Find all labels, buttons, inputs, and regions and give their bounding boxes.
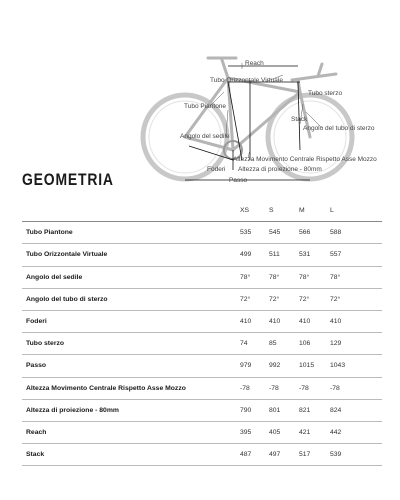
table-row: [22, 266, 382, 288]
table-row: [22, 444, 382, 466]
cell-value: 790: [240, 406, 252, 414]
page-title: GEOMETRIA: [22, 170, 114, 189]
cell-value: 1015: [299, 362, 315, 370]
cell-value: 72°: [330, 295, 341, 303]
cell-value: 78°: [269, 273, 280, 281]
cell-value: -78: [299, 384, 309, 392]
cell-value: 539: [330, 451, 342, 459]
cell-value: 979: [240, 362, 252, 370]
row-name: Altezza Movimento Centrale Rispetto Asse Mozzo: [26, 384, 186, 392]
table-header-row: [22, 200, 382, 222]
cell-value: 85: [269, 340, 277, 348]
cell-value: 410: [269, 318, 281, 326]
row-name: Altezza di proiezione - 80mm: [26, 406, 119, 414]
cell-value: 499: [240, 251, 252, 259]
size-header: S: [269, 207, 274, 215]
cell-value: 410: [299, 318, 311, 326]
cell-value: 517: [299, 451, 311, 459]
size-header: XS: [240, 207, 250, 215]
row-name: Stack: [26, 451, 45, 459]
cell-value: 442: [330, 428, 342, 436]
label-seat-tube: Tubo Piantone: [184, 103, 227, 110]
size-header: M: [299, 207, 305, 215]
cell-value: 405: [269, 428, 281, 436]
cell-value: 129: [330, 340, 342, 348]
cell-value: -78: [330, 384, 340, 392]
label-chainstay: Foderi: [207, 166, 226, 173]
cell-value: 74: [240, 340, 248, 348]
cell-value: 72°: [299, 295, 310, 303]
label-head-tube: Tubo sterzo: [308, 90, 343, 97]
table-row: [22, 244, 382, 266]
table-row: [22, 421, 382, 443]
row-name: Tubo sterzo: [26, 340, 65, 348]
table-header-blank: [22, 200, 240, 222]
label-projection-height: Altezza di proiezione - 80mm: [238, 166, 322, 173]
cell-value: 531: [299, 251, 311, 259]
label-head-angle: Angolo del tubo di sterzo: [303, 125, 375, 132]
label-wheelbase: Passo: [229, 177, 248, 184]
row-name: Passo: [26, 362, 47, 370]
cell-value: 824: [330, 406, 342, 414]
cell-value: 395: [240, 428, 252, 436]
cell-value: 72°: [240, 295, 251, 303]
table-row: [22, 222, 382, 244]
table-row: [22, 288, 382, 310]
row-name: Tubo Orizzontale Virtuale: [26, 251, 108, 259]
cell-value: 78°: [240, 273, 251, 281]
cell-value: 992: [269, 362, 281, 370]
row-name: Reach: [26, 428, 47, 436]
label-top-tube-virtual: Tubo Orizzontale Virtuale: [210, 77, 283, 84]
cell-value: 1043: [330, 362, 346, 370]
cell-value: -78: [269, 384, 279, 392]
row-name: Tubo Piantone: [26, 229, 73, 237]
cell-value: 821: [299, 406, 311, 414]
cell-value: 511: [269, 251, 280, 259]
aero-bars: [292, 64, 336, 80]
cell-value: 557: [330, 251, 342, 259]
table-row: [22, 377, 382, 399]
cell-value: -78: [240, 384, 250, 392]
label-stack: Stack: [291, 116, 308, 123]
label-bb-drop: Altezza Movimento Centrale Rispetto Asse Mozzo: [233, 156, 377, 163]
cell-value: 801: [269, 406, 281, 414]
cell-value: 588: [330, 229, 342, 237]
table-row: [22, 355, 382, 377]
cell-value: 72°: [269, 295, 280, 303]
cell-value: 78°: [330, 273, 341, 281]
row-name: Angolo del tubo di sterzo: [26, 295, 108, 303]
label-seat-angle: Angolo del sedile: [180, 133, 230, 140]
label-reach: Reach: [245, 60, 264, 67]
row-name: Foderi: [26, 318, 47, 326]
table-row: [22, 310, 382, 332]
row-name: Angolo del sedile: [26, 273, 83, 281]
cell-value: 410: [330, 318, 342, 326]
table-row: [22, 333, 382, 355]
seat-post: [222, 60, 228, 78]
cell-value: 487: [240, 451, 252, 459]
cell-value: 410: [240, 318, 252, 326]
size-header: L: [330, 207, 334, 215]
cell-value: 421: [299, 428, 311, 436]
geometry-table: [22, 200, 382, 466]
cell-value: 106: [299, 340, 311, 348]
cell-value: 535: [240, 229, 252, 237]
cell-value: 497: [269, 451, 281, 459]
cell-value: 78°: [299, 273, 310, 281]
table-row: [22, 399, 382, 421]
cell-value: 566: [299, 229, 311, 237]
cell-value: 545: [269, 229, 281, 237]
